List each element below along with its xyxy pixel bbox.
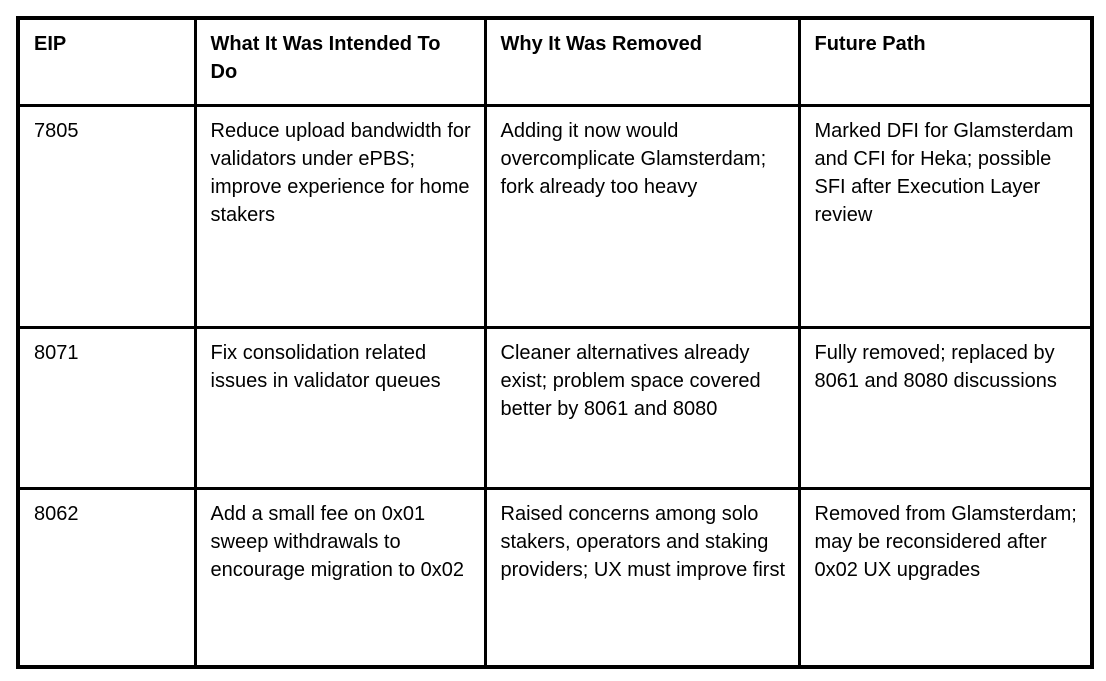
column-header-intended: What It Was Intended To Do [195, 18, 485, 105]
cell-removed: Adding it now would overcomplicate Glamsterdam; fork already too heavy [485, 105, 799, 327]
cell-intended: Reduce upload bandwidth for validators under ePBS; improve experience for home stakers [195, 105, 485, 327]
table-row [18, 488, 1092, 667]
column-header-future: Future Path [799, 18, 1092, 105]
cell-intended: Add a small fee on 0x01 sweep withdrawals to encourage migration to 0x02 [195, 488, 485, 667]
cell-future: Fully removed; replaced by 8061 and 8080 discussions [799, 327, 1092, 488]
cell-intended: Fix consolidation related issues in validator queues [195, 327, 485, 488]
column-header-eip: EIP [18, 18, 195, 105]
cell-eip: 8062 [18, 488, 195, 667]
cell-removed: Raised concerns among solo stakers, operators and staking providers; UX must improve first [485, 488, 799, 667]
cell-eip: 7805 [18, 105, 195, 327]
cell-removed: Cleaner alternatives already exist; problem space covered better by 8061 and 8080 [485, 327, 799, 488]
cell-eip: 8071 [18, 327, 195, 488]
eip-status-table [16, 16, 1094, 669]
cell-future: Marked DFI for Glamsterdam and CFI for Heka; possible SFI after Execution Layer review [799, 105, 1092, 327]
table-row [18, 327, 1092, 488]
table-row [18, 105, 1092, 327]
cell-future: Removed from Glamsterdam; may be reconsidered after 0x02 UX upgrades [799, 488, 1092, 667]
column-header-removed: Why It Was Removed [485, 18, 799, 105]
table-header-row [18, 18, 1092, 105]
